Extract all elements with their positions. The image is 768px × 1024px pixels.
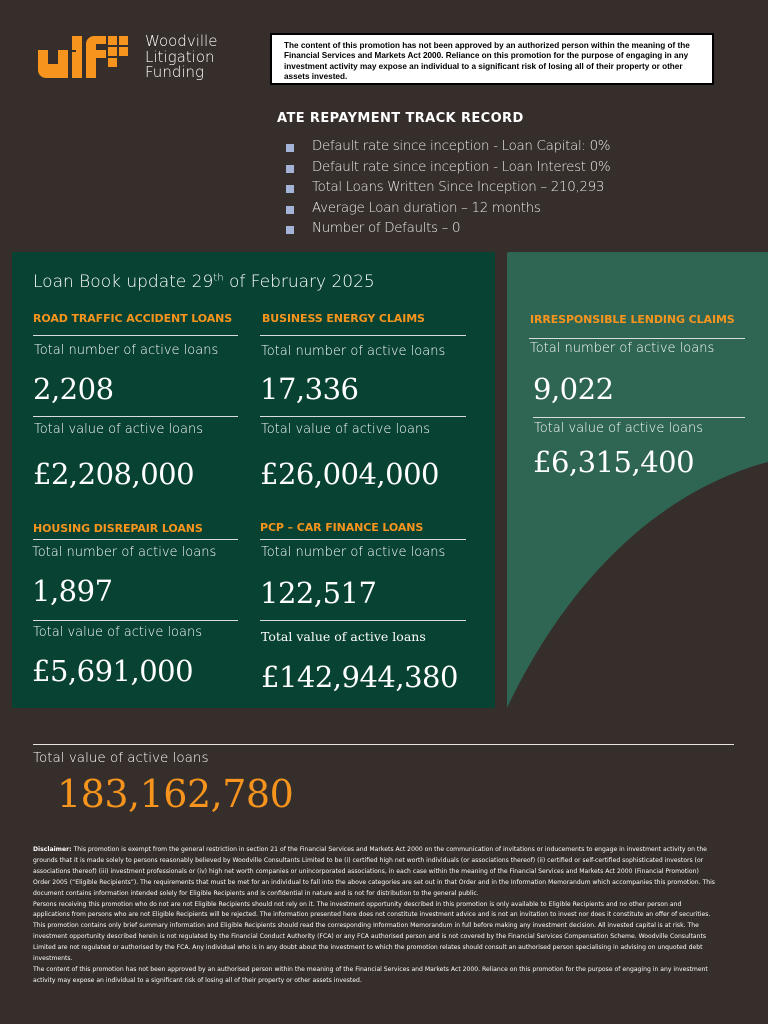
active-loans-count: 17,336 [260,372,359,406]
active-loans-value-label: Total value of active loans [33,625,202,640]
total-value-label: Total value of active loans [33,750,209,766]
category-heading-irresponsible-lending: IRRESPONSIBLE LENDING CLAIMS [530,313,735,326]
disclaimer-paragraph: Disclaimer: This promotion is exempt from the general restriction in section 21 of the Financial Services and Markets Act 2000 on the communication of invitations or inducements to engage in investment activity on the grounds that it is made solely to persons reasonably believed by Woodville Consultants Limited to be (i) certified high net worth individuals (or associations thereof) (ii) certified or self-certified sophisticated investors (or associations thereof) (iii) investment professionals or (iv) high net worth companies or unincorporated associations, in each case within the meaning of the Financial Services and Markets Act 2000 (Financial Promotion) Order 2005 (“Eligible Recipients”). The requirements that must be met for an individual to fall into the above categories are set out in that Order and in the Information Memorandum which accompanies this promotion. This document contains information intended solely for Eligible Recipients and is confidential in nature and is not for distribution to the general public. [33,846,715,897]
active-loans-value: £6,315,400 [533,445,695,479]
divider [33,335,238,336]
loan-book-title: Loan Book update 29th of February 2025 [33,272,375,292]
active-loans-count-label: Total number of active loans [530,341,715,356]
active-loans-count: 1,897 [32,574,113,608]
track-record-title: ATE REPAYMENT TRACK RECORD [277,111,524,126]
square-bullet-icon [286,185,294,193]
logo-mark-icon [38,36,130,78]
category-heading-housing-disrepair: HOUSING DISREPAIR LOANS [33,522,203,535]
active-loans-count-label: Total number of active loans [261,545,446,560]
divider [33,744,734,745]
track-record-item: Total Loans Written Since Inception – 210,293 [286,178,610,199]
brand-logo [38,34,238,84]
active-loans-value-label: Total value of active loans [534,421,703,436]
active-loans-count-label: Total number of active loans [261,344,446,359]
divider [260,539,466,540]
track-record-list [286,137,610,240]
disclaimer-paragraph: The content of this promotion has not been approved by an authorised person within the meaning of the Financial Services and Markets Act 2000. Reliance on this promotion for the purpose of engaging in any investment activity may expose an individual to a significant risk of losing all of their property or other assets invested. [33,965,708,984]
active-loans-count-label: Total number of active loans [34,343,219,358]
square-bullet-icon [286,226,294,234]
divider [529,338,745,339]
brand-name-line2: Litigation [145,47,215,66]
brand-name-line1: Woodville [145,32,218,50]
track-record-item: Average Loan duration – 12 months [286,199,610,220]
divider [33,416,238,417]
disclaimer-lead: Disclaimer: [33,846,72,853]
track-record-item: Default rate since inception - Loan Interest 0% [286,158,610,179]
active-loans-count: 2,208 [33,372,114,406]
divider [33,620,238,621]
regulatory-notice: The content of this promotion has not been approved by an authorized person within the meaning of the Financial Services and Markets Act 2000. Reliance on this promotion for the purpose of engaging in any investment activity may expose an individual to a significant risk of losing all of their property or other assets invested. [270,33,714,85]
active-loans-value: £26,004,000 [260,457,439,491]
divider [33,539,238,540]
disclaimer [33,845,718,987]
active-loans-value: £142,944,380 [261,660,458,694]
category-heading-pcp-car-finance: PCP – CAR FINANCE LOANS [260,521,424,534]
disclaimer-paragraph: Persons receiving this promotion who do not are not Eligible Recipients should not rely on it. The investment opportunity described in this promotion is only available to Eligible Recipients and no other person and applications from persons who are not Eligible Recipients will be rejected. The information presented here does not constitute investment advice and is not an invitation to invest nor does it constitute an offer of securities. This promotion contains only brief summary information and Eligible Recipients should read the corresponding Information Memorandum in full before making any investment decision. All invested capital is at risk. The investment opportunity described herein is not regulated by the Financial Conduct Authority (FCA) or any FCA authorised person and is not covered by the Financial Services Compensation Scheme. Woodville Consultants Limited are not regulated or authorised by the FCA. Any individual who is in any doubt about the investment to which the promotion relates should consult an authorised person specialising in advising on unquoted debt investments. [33,900,711,963]
square-bullet-icon [286,165,294,173]
category-heading-road-traffic: ROAD TRAFFIC ACCIDENT LOANS [33,312,233,325]
total-value: 183,162,780 [57,772,294,816]
square-bullet-icon [286,206,294,214]
track-record-item: Number of Defaults – 0 [286,219,610,240]
active-loans-value-label: Total value of active loans [261,629,426,644]
divider [260,335,466,336]
active-loans-count: 9,022 [533,372,614,406]
divider [533,417,745,418]
active-loans-count: 122,517 [260,576,377,610]
category-heading-business-energy: BUSINESS ENERGY CLAIMS [262,312,425,325]
active-loans-value-label: Total value of active loans [34,422,203,437]
active-loans-value-label: Total value of active loans [261,422,430,437]
track-record-item: Default rate since inception - Loan Capital: 0% [286,137,610,158]
active-loans-count-label: Total number of active loans [32,545,217,560]
active-loans-value: £5,691,000 [32,654,194,688]
divider [260,416,466,417]
divider [260,620,466,621]
brand-name-line3: Funding [145,63,205,81]
active-loans-value: £2,208,000 [33,457,195,491]
square-bullet-icon [286,144,294,152]
brand-name [145,34,217,81]
